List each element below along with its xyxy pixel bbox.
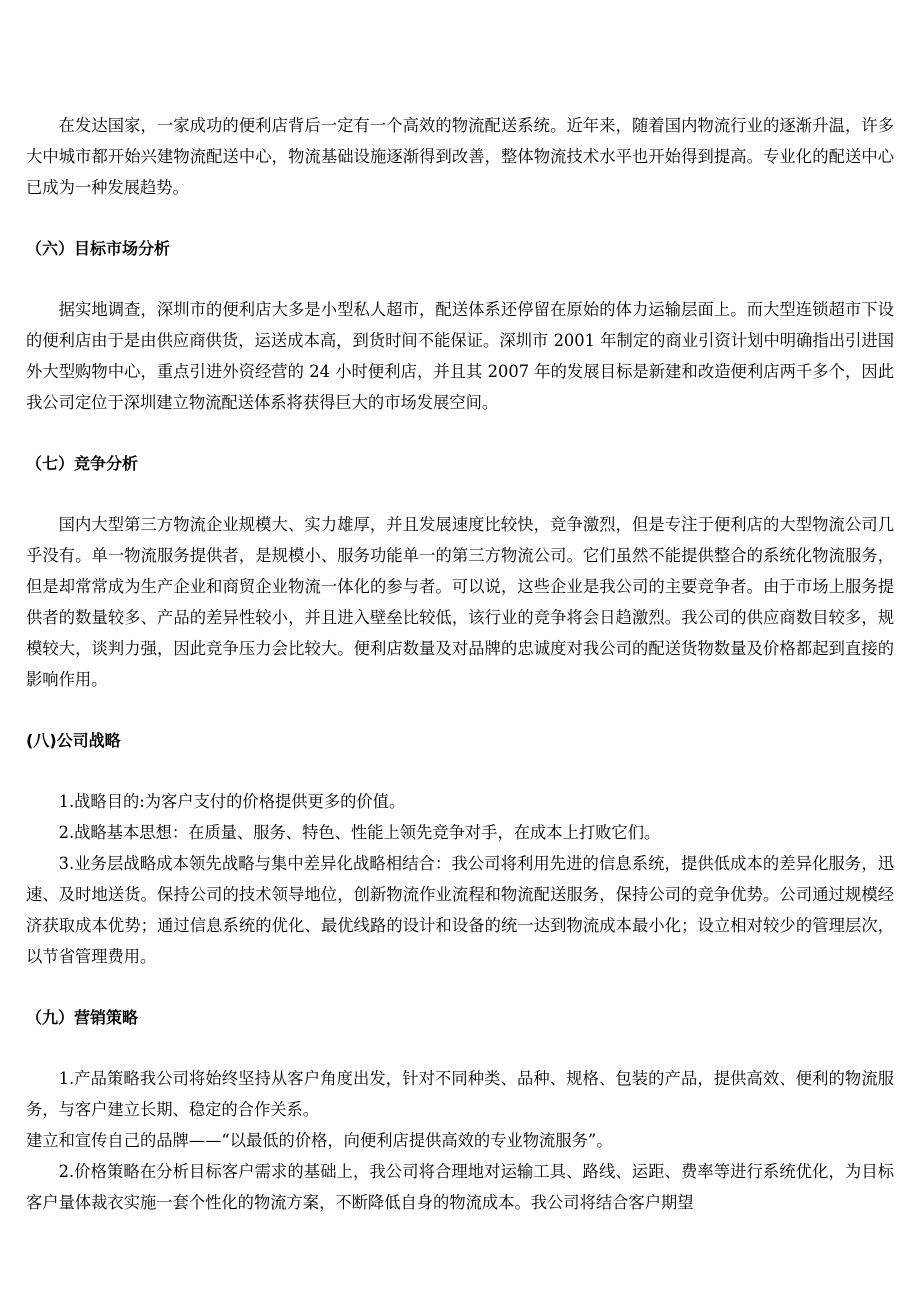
section-heading-competition: （七）竞争分析 xyxy=(26,454,139,473)
section-heading-strategy: (八)公司战略 xyxy=(26,731,121,750)
section-heading-target-market: （六）目标市场分析 xyxy=(26,239,171,258)
strategy-item-1: 1.战略目的:为客户支付的价格提供更多的价值。 xyxy=(58,792,406,811)
marketing-item-1: 1.产品策略我公司将始终坚持从客户角度出发，针对不同种类、品种、规格、包装的产品，提供高效、便利的物流服务，与客户建立长期、稳定的合作关系。 xyxy=(26,1069,894,1119)
spacer xyxy=(26,1033,894,1063)
spacer xyxy=(26,418,894,448)
intro-paragraph: 在发达国家，一家成功的便利店背后一定有一个高效的物流配送系统。近年来，随着国内物流行业的逐渐升温，许多大中城市都开始兴建物流配送中心，物流基础设施逐渐得到改善，整体物流技术水平也开始得到提高。专业化的配送中心已成为一种发展趋势。 xyxy=(26,116,894,197)
spacer xyxy=(26,972,894,1002)
brand-statement: 建立和宣传自己的品牌——“以最低的价格，向便利店提供高效的专业物流服务”。 xyxy=(26,1131,613,1150)
spacer xyxy=(26,264,894,294)
spacer xyxy=(26,695,894,725)
strategy-item-2: 2.战略基本思想：在质量、服务、特色、性能上领先竞争对手，在成本上打败它们。 xyxy=(58,823,661,842)
target-market-paragraph: 据实地调查，深圳市的便利店大多是小型私人超市，配送体系还停留在原始的体力运输层面上。而大型连锁超市下设的便利店由于是由供应商供货，运送成本高，到货时间不能保证。深圳市 2001 年制定的商业引资计划中明确指出引进国外大型购物中心，重点引进外资经营的 24 小时便利店，并且其 2007 年的发展目标是新建和改造便利店两千多个，因此我公司定位于深圳建立物流配送体系将获得巨大的市场发展空间。 xyxy=(26,300,894,412)
spacer xyxy=(26,756,894,786)
competition-paragraph: 国内大型第三方物流企业规模大、实力雄厚，并且发展速度比较快，竞争激烈，但是专注于便利店的大型物流公司几乎没有。单一物流服务提供者，是规模小、服务功能单一的第三方物流公司。它们虽然不能提供整合的系统化物流服务，但是却常常成为生产企业和商贸企业物流一体化的参与者。可以说，这些企业是我公司的主要竞争者。由于市场上服务提供者的数量较多、产品的差异性较小，并且进入壁垒比较低，该行业的竞争将会日趋激烈。我公司的供应商数目较多，规模较大，谈判力强，因此竞争压力会比较大。便利店数量及对品牌的忠诚度对我公司的配送货物数量及价格都起到直接的影响作用。 xyxy=(26,515,894,689)
section-heading-marketing: （九）营销策略 xyxy=(26,1008,139,1027)
spacer xyxy=(26,203,894,233)
strategy-item-3: 3.业务层战略成本领先战略与集中差异化战略相结合：我公司将利用先进的信息系统，提供低成本的差异化服务，迅速、及时地送货。保持公司的技术领导地位，创新物流作业流程和物流配送服务，保持公司的竞争优势。公司通过规模经济获取成本优势；通过信息系统的优化、最优线路的设计和设备的统一达到物流成本最小化；设立相对较少的管理层次，以节省管理费用。 xyxy=(26,854,894,966)
document-page xyxy=(26,110,894,1218)
marketing-item-2: 2.价格策略在分析目标客户需求的基础上，我公司将合理地对运输工具、路线、运距、费率等进行系统优化，为目标客户量体裁衣实施一套个性化的物流方案，不断降低自身的物流成本。我公司将结合客户期望 xyxy=(26,1162,894,1212)
spacer xyxy=(26,479,894,509)
